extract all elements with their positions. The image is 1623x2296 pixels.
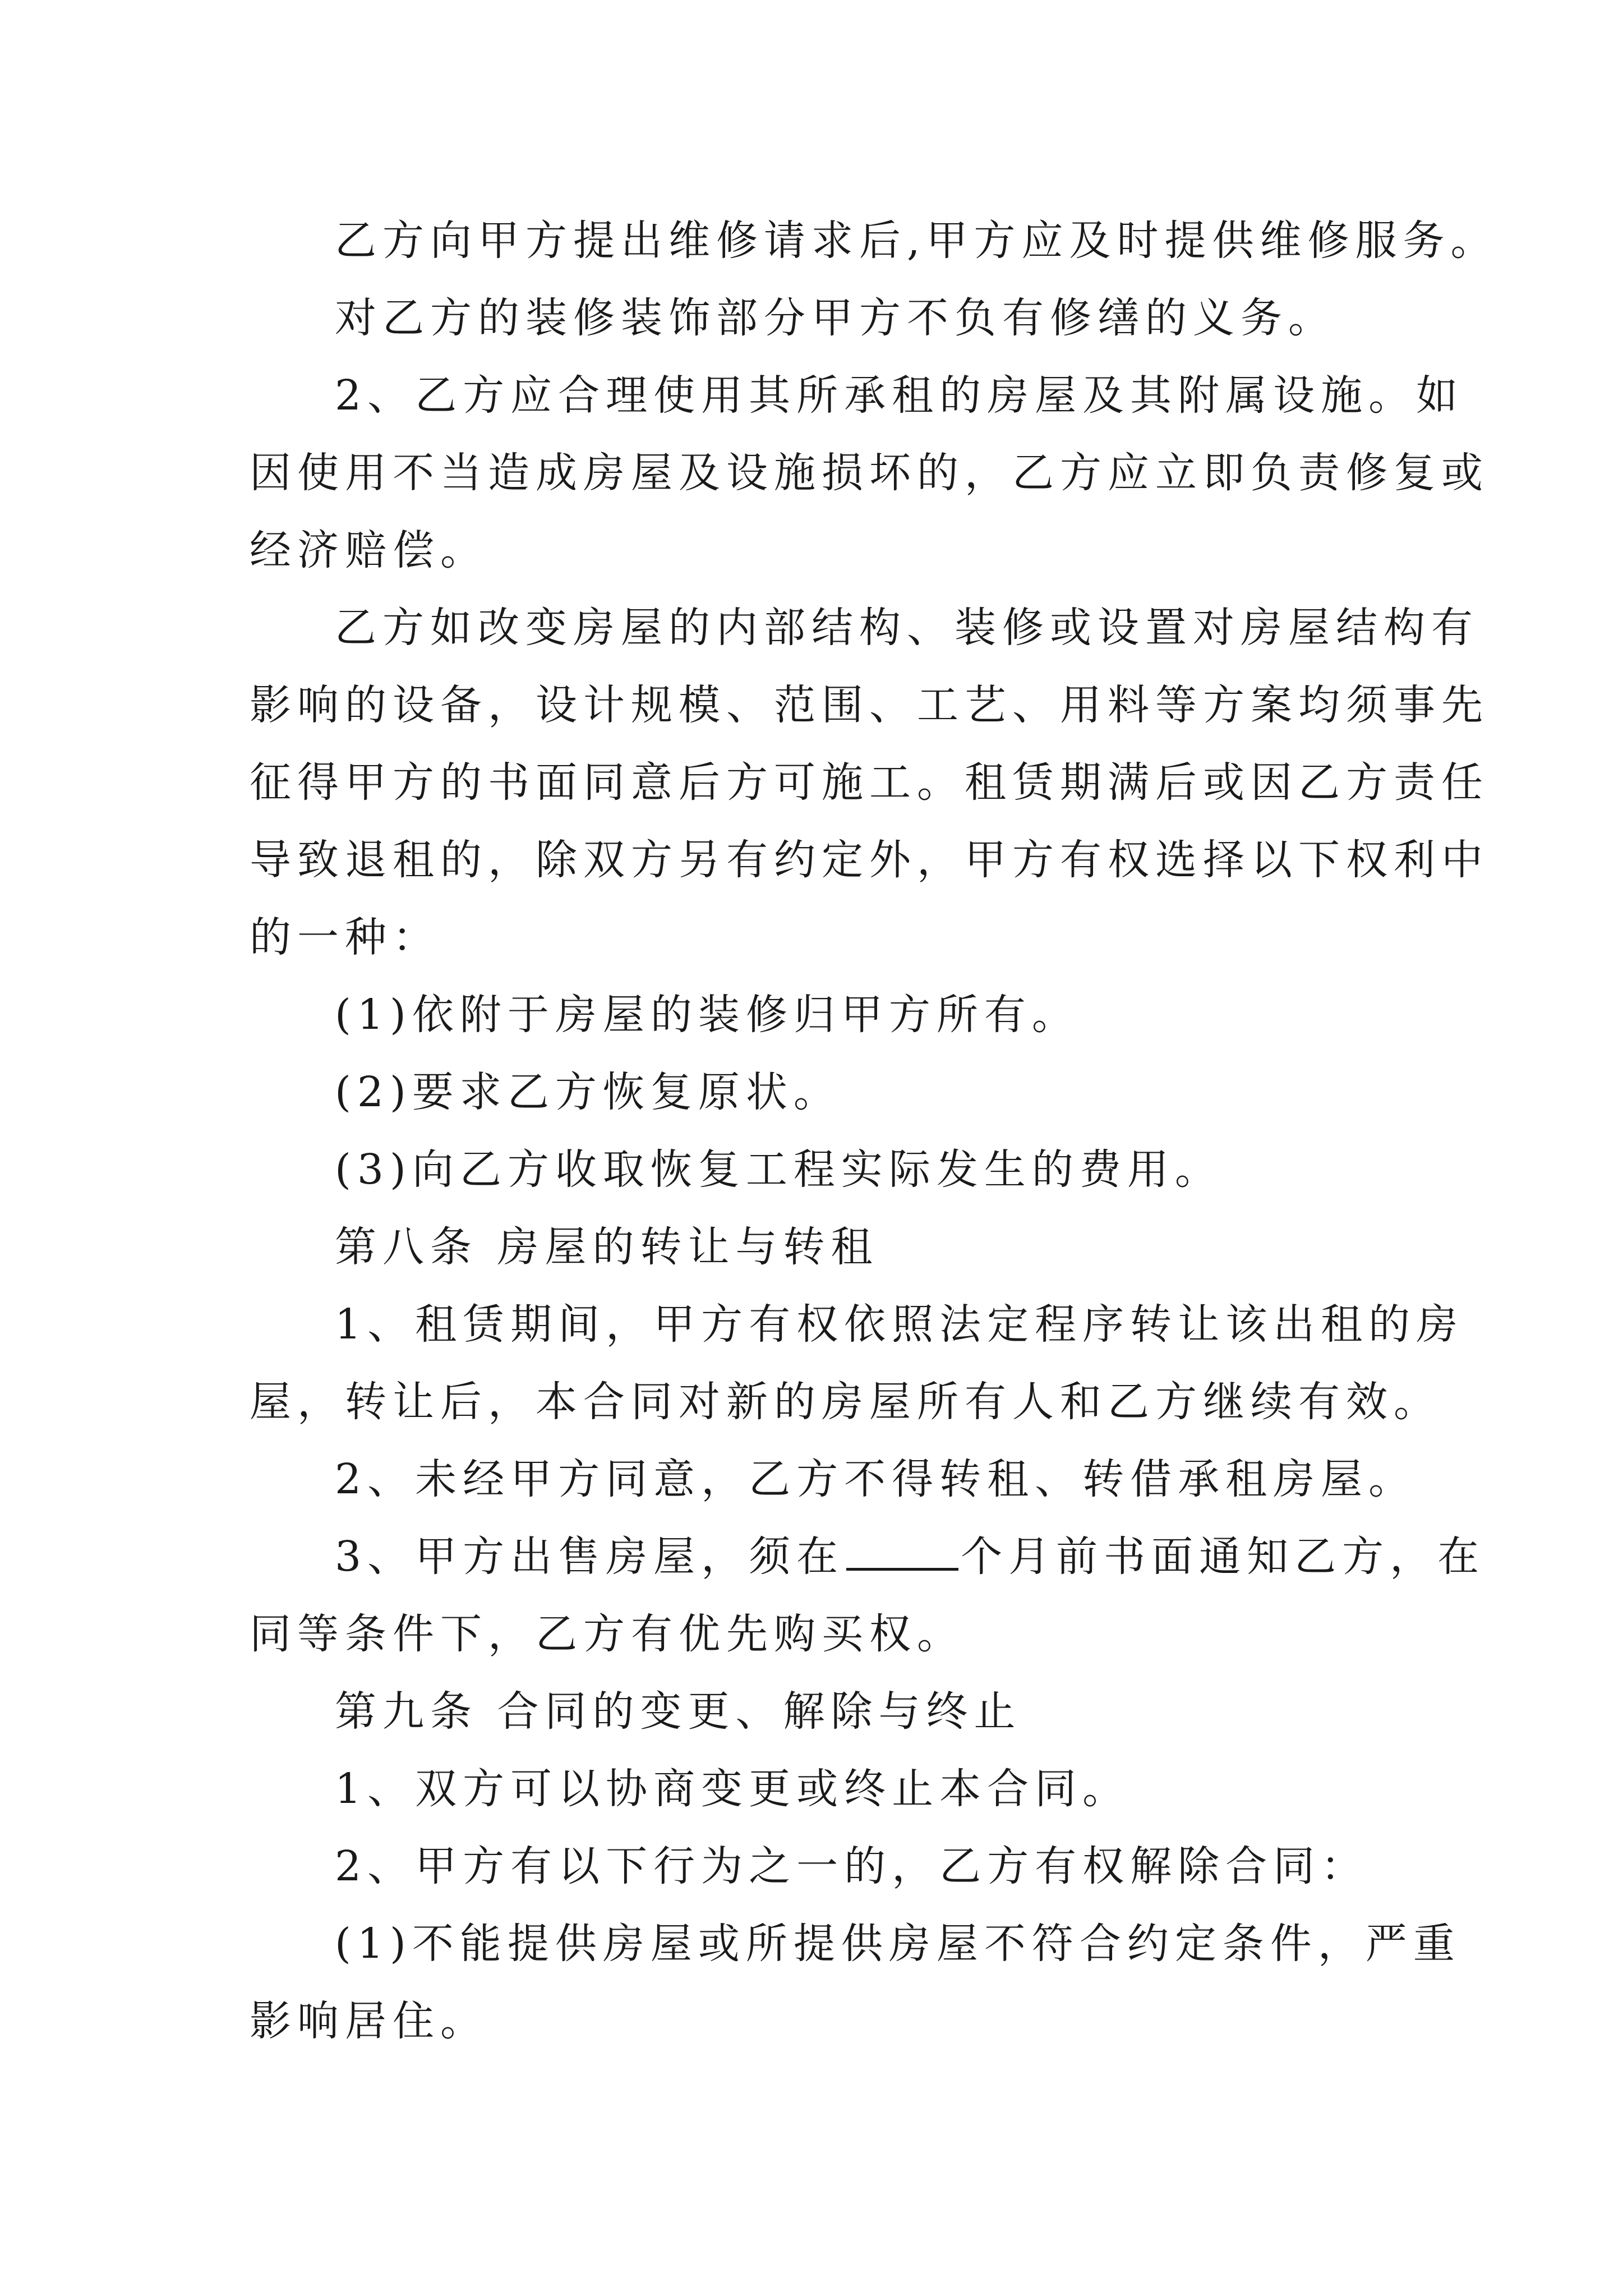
paragraph-line: 2、甲方有以下行为之一的，乙方有权解除合同： — [335, 1842, 1369, 1890]
list-item: (1)不能提供房屋或所提供房屋不符合约定条件，严重 — [335, 1920, 1461, 1968]
paragraph-line: 乙方如改变房屋的内部结构、装修或设置对房屋结构有 — [335, 604, 1479, 652]
paragraph-line: 2、乙方应合理使用其所承租的房屋及其附属设施。如 — [335, 371, 1464, 420]
paragraph-line: 乙方向甲方提出维修请求后,甲方应及时提供维修服务。 — [335, 217, 1498, 265]
paragraph-text: 个月前书面通知乙方，在 — [961, 1533, 1486, 1581]
paragraph-text: 3、甲方出售房屋，须在 — [335, 1533, 845, 1581]
paragraph-line: 因使用不当造成房屋及设施损坏的，乙方应立即负责修复或 — [250, 449, 1489, 497]
paragraph-line: 影响的设备，设计规模、范围、工艺、用料等方案均须事先 — [250, 681, 1489, 729]
paragraph-line: 1、双方可以协商变更或终止本合同。 — [335, 1765, 1131, 1813]
paragraph-line: 屋，转让后，本合同对新的房屋所有人和乙方继续有效。 — [250, 1378, 1441, 1426]
paragraph-line: 影响居住。 — [250, 1997, 488, 2045]
document-body — [250, 202, 1498, 2060]
paragraph-line: 的一种： — [250, 913, 440, 961]
paragraph-line: 1、租赁期间，甲方有权依照法定程序转让该出租的房 — [335, 1300, 1464, 1349]
paragraph-line: 同等条件下，乙方有优先购买权。 — [250, 1610, 965, 1658]
fill-in-blank — [846, 1529, 958, 1571]
article-heading: 第八条 房屋的转让与转租 — [335, 1223, 879, 1271]
paragraph-line: 导致退租的，除双方另有约定外，甲方有权选择以下权利中 — [250, 836, 1489, 884]
paragraph-line: 2、未经甲方同意，乙方不得转租、转借承租房屋。 — [335, 1455, 1417, 1503]
paragraph-line: 经济赔偿。 — [250, 526, 488, 574]
list-item: (2)要求乙方恢复原状。 — [335, 1068, 841, 1116]
article-heading: 第九条 合同的变更、解除与终止 — [335, 1687, 1022, 1736]
paragraph-line: 征得甲方的书面同意后方可施工。租赁期满后或因乙方责任 — [250, 758, 1489, 807]
paragraph-line — [250, 1518, 1486, 1595]
paragraph-line: 对乙方的装修装饰部分甲方不负有修缮的义务。 — [335, 294, 1336, 342]
list-item: (3)向乙方收取恢复工程实际发生的费用。 — [335, 1145, 1223, 1194]
list-item: (1)依附于房屋的装修归甲方所有。 — [335, 991, 1080, 1039]
